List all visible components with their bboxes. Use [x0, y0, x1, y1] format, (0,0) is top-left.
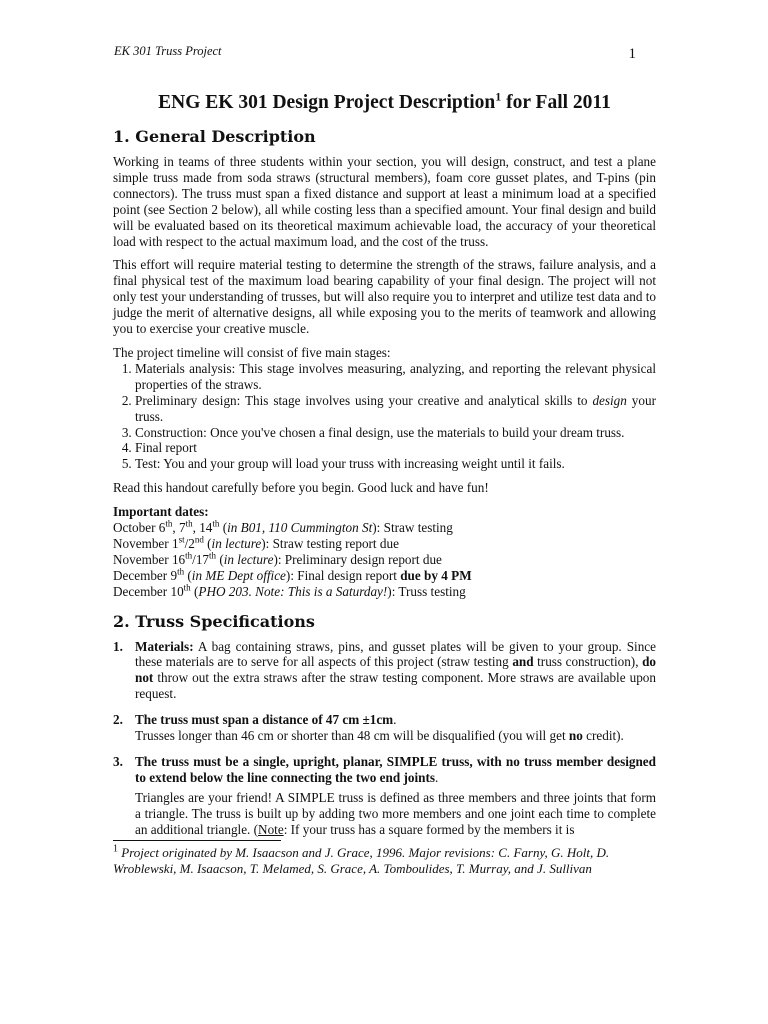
running-header: EK 301 Truss Project — [114, 44, 222, 58]
date-line: December 9th (in ME Dept office): Final design report due by 4 PM — [113, 566, 472, 583]
title-footnote-mark: 1 — [495, 89, 502, 104]
closing-line: Read this handout carefully before you begin. Good luck and have fun! — [113, 480, 489, 496]
dates-heading: Important dates: — [113, 504, 209, 520]
timeline-intro: The project timeline will consist of five main stages: — [113, 344, 391, 360]
spec-item-span: 2. The truss must span a distance of 47 cm ±1cm. Trusses longer than 46 cm or shorter than 48 cm will be disqualified (you will get no credit). — [113, 712, 624, 744]
section-1-paragraph-2: This effort will require material testing to determine the strength of the straws, failure analysis, and a final physical test of the maximum load bearing capability of your final design. The project will not only test your understanding of trusses, but will also require you to interpret and utilize test data and to judge the merit of alternative designs, all while exposing you to the merits of teamwork and allowing you to exercise your creative muscle. — [113, 257, 656, 337]
date-line: November 16th/17th (in lecture): Preliminary design report due — [113, 550, 442, 567]
stage-item: 1. Materials analysis: This stage involves measuring, analyzing, and reporting the relevant physical properties of the straws. — [135, 361, 656, 393]
date-line: October 6th, 7th, 14th (in B01, 110 Cummington St): Straw testing — [113, 518, 453, 536]
title-main: ENG EK 301 Design Project Description — [158, 92, 496, 113]
section-2-heading: 2. Truss Specifications — [113, 611, 315, 631]
footnote-divider — [113, 840, 281, 841]
stage-item: 3. Construction: Once you've chosen a final design, use the materials to build your dream truss. — [135, 425, 656, 441]
stage-item: 5. Test: You and your group will load your truss with increasing weight until it fails. — [135, 456, 656, 472]
footnote — [113, 845, 656, 877]
document-title — [113, 91, 656, 115]
page-content — [113, 86, 656, 848]
section-1-heading: 1. General Description — [113, 127, 316, 146]
section-1-paragraph-1: Working in teams of three students within your section, you will design, construct, and test a plane simple truss made from soda straws (structural members), foam core gusset plates, and T-pins (pin connectors). The truss must span a fixed distance and support at least a minimum load at a specified point (see Section 2 below), all while costing less than a specified amount. Your final design and build will be evaluated based on its theoretical maximum achievable load, the accuracy of your theoretical load with respect to the actual maximum load, and the cost of the truss. — [113, 154, 656, 249]
footnote-text: Project originated by M. Isaacson and J. Grace, 1996. Major revisions: C. Farny, G. Holt, D. Wroblewski, M. Isaacson, T. Melamed, S. Grace, A. Tomboulides, T. Murray, and J. Sullivan — [113, 845, 610, 876]
important-dates — [113, 504, 656, 599]
date-line: December 10th (PHO 203. Note: This is a Saturday!): Truss testing — [113, 582, 466, 599]
title-suffix: for Fall 2011 — [501, 92, 611, 113]
page-number: 1 — [628, 46, 636, 62]
stage-list — [113, 361, 656, 472]
spec-item-materials: 1. Materials: A bag containing straws, pins, and gusset plates will be given to your group. Since these materials are to serve for all aspects of this project (straw testing and truss construction), do not throw out the extra straws after the straw testing component. More straws are available upon request. — [113, 638, 656, 702]
footnote-mark: 1 — [113, 843, 118, 855]
spec-item-simple-truss: 3. The truss must be a single, upright, planar, SIMPLE truss, with no truss member designed to extend below the line connecting the two end joints. Triangles are your friend! A SIMPLE truss is defined as three members and three joints that form a triangle. The truss is built up by adding two more members and one joint each time to complete an additional triangle. (Note: If your truss has a square formed by the members it is — [113, 754, 656, 837]
date-line: November 1st/2nd (in lecture): Straw testing report due — [113, 534, 399, 551]
stage-item: 2. Preliminary design: This stage involves using your creative and analytical skills to design your truss. — [135, 393, 656, 425]
stage-item: 4. Final report — [135, 440, 656, 456]
